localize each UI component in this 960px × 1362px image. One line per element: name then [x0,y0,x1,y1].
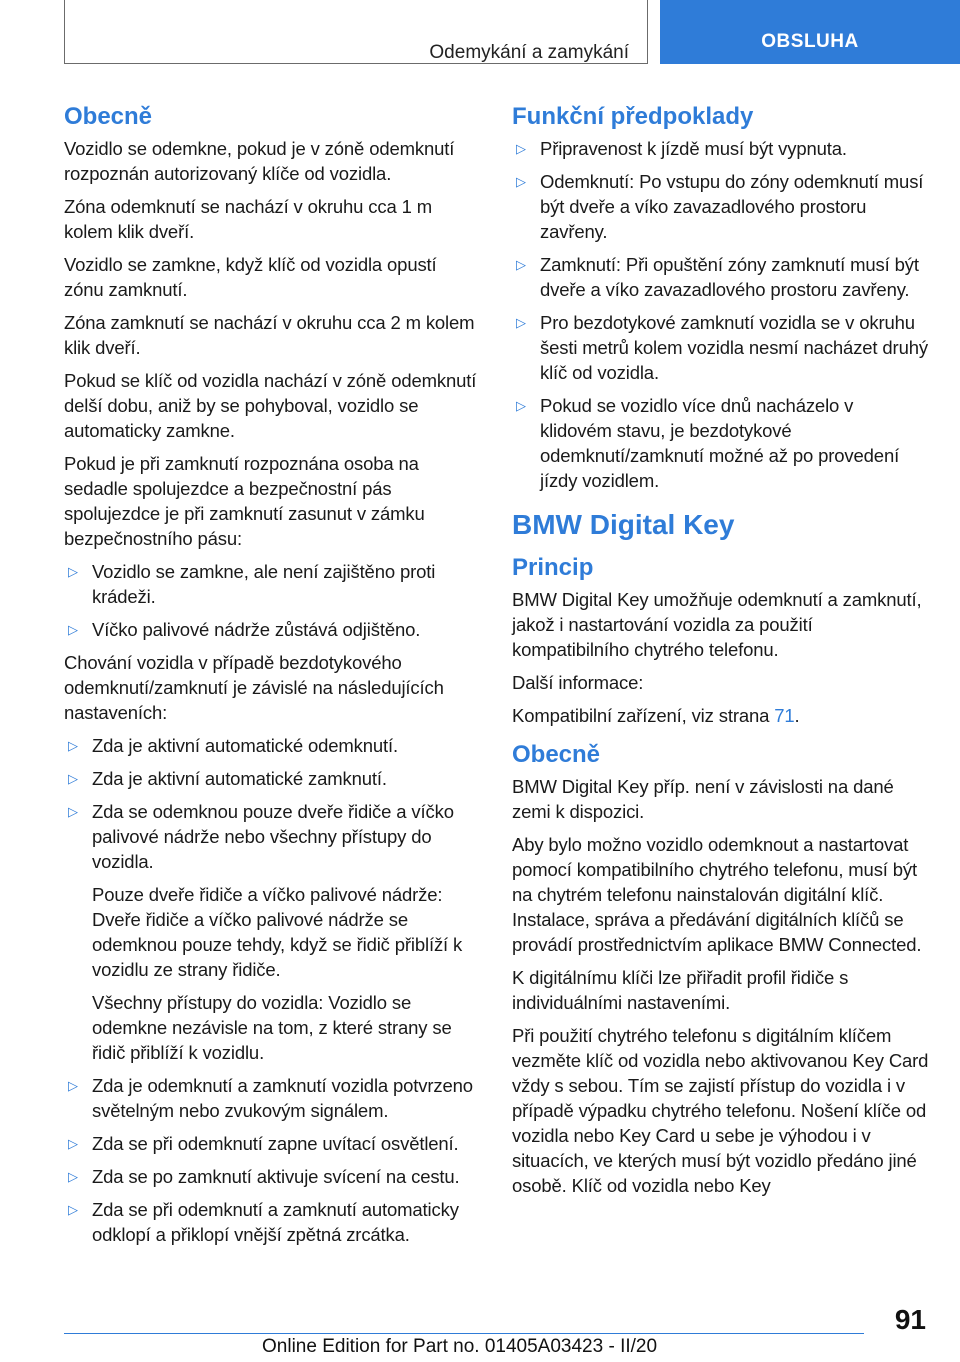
triangle-right-icon: ▷ [516,257,526,272]
triangle-right-icon: ▷ [68,564,78,579]
list-item: ▷ Odemknutí: Po vstupu do zóny odemknutí musí být dveře a víko zavazadlového prostoru zavřeny. [516,171,924,242]
footer-divider [64,1333,864,1334]
sub-paragraph: Všechny přístupy do vozidla: Vozidlo se odemkne nezávisle na tom, z které strany se řidič přiblíží k vozidlu. [92,992,452,1063]
paragraph: Při použití chytrého telefonu s digitálním klíčem vezměte klíč od vozidla nebo aktivovanou Key Card vždy s sebou. Tím se zajistí přístup do vozidla i v případě výpadku chytrého telefonu. Nošení klíče od vozidla nebo Key Card u sebe je výhodou i v situacích, ve kterých musí být vozidlo předáno jiné osobě. Klíč od vozidla nebo Key [512,1025,929,1196]
list-item: ▷ Pro bezdotykové zamknutí vozidla se v okruhu šesti metrů kolem vozidla nesmí nacházet druhý klíč od vozidla. [516,312,928,383]
paragraph: BMW Digital Key příp. není v závislosti na dané zemi k dispozici. [512,776,894,822]
triangle-right-icon: ▷ [516,315,526,330]
triangle-right-icon: ▷ [68,1136,78,1151]
list-item: ▷ Zda se odemknou pouze dveře řidiče a víčko palivové nádrže nebo všechny přístupy do vozidla. Pouze dveře řidiče a víčko palivové nádrže: Dveře řidiče a víčko palivové nádrže se odemknou pouze tehdy, když se řidič přiblíží k vozidlu ze strany řidiče. Všechny přístupy do vozidla: Vozidlo se odemkne nezávisle na tom, z které strany se řidič přiblíží k vozidlu. [64,799,478,1065]
section-heading-predpoklady: Funkční předpoklady [512,103,754,130]
triangle-right-icon: ▷ [68,738,78,753]
page-header [0,0,960,66]
paragraph: Vozidlo se odemkne, pokud je v zóně odemknutí rozpoznán autorizovaný klíče od vozidla. [64,138,455,184]
paragraph: Zóna zamknutí se nachází v okruhu cca 2 m kolem klik dveří. [64,312,475,358]
chapter-tab [660,0,960,64]
paragraph: Aby bylo možno vozidlo odemknout a nastartovat pomocí kompatibilního chytrého telefonu, musí být na chytrém telefonu nainstalován digitální klíč. Instalace, správa a předávání digitálních klíčů se provádí prostřednictvím aplikace BMW Connected. [512,834,922,955]
chapter-title: OBSLUHA [761,31,859,52]
left-column [64,102,478,1255]
paragraph: Vozidlo se zamkne, když klíč od vozidla opustí zónu zamknutí. [64,254,437,300]
paragraph: Zóna odemknutí se nachází v okruhu cca 1 m kolem klik dveří. [64,196,433,242]
chapter-heading-digital-key: BMW Digital Key [512,509,735,540]
triangle-right-icon: ▷ [516,141,526,156]
bullet-list [512,136,930,493]
triangle-right-icon: ▷ [68,1078,78,1093]
bullet-list [64,733,478,1247]
header-section-tab [64,0,648,64]
triangle-right-icon: ▷ [68,1169,78,1184]
triangle-right-icon: ▷ [68,1202,78,1217]
paragraph: Pokud je při zamknutí rozpoznána osoba na sedadle spolujezdce a bezpečnostní pás spolujezdce je při zamknutí zasunut v zámku bezpečnostního pásu: [64,453,425,549]
triangle-right-icon: ▷ [68,622,78,637]
bullet-list [64,559,478,642]
list-item: ▷ Zda se při odemknutí a zamknutí automaticky odklopí a přiklopí vnější zpětná zrcátka. [68,1199,459,1245]
list-item: ▷ Pokud se vozidlo více dnů nacházelo v klidovém stavu, je bezdotykové odemknutí/zamknutí možné až po provedení jízdy vozidlem. [516,395,900,491]
list-item: ▷ Zda je odemknutí a zamknutí vozidla potvrzeno světelným nebo zvukovým signálem. [68,1075,473,1121]
list-item: ▷ Vozidlo se zamkne, ale není zajištěno proti krádeži. [68,561,436,607]
paragraph: Další informace: [512,672,644,693]
page-reference-link[interactable]: 71 [774,705,795,726]
section-title: Odemykání a zamykání [429,42,629,63]
page-number: 91 [894,1304,926,1335]
sub-paragraph: Pouze dveře řidiče a víčko palivové nádrže: Dveře řidiče a víčko palivové nádrže se odemknou pouze tehdy, když se řidič přiblíží k vozidlu ze strany řidiče. [92,884,463,980]
paragraph-with-link: Kompatibilní zařízení, viz strana 71. [512,705,800,726]
section-heading-obecne-2: Obecně [512,741,601,768]
list-item: ▷ Připravenost k jízdě musí být vypnuta. [516,138,847,159]
list-item: ▷ Zda je aktivní automatické zamknutí. [68,768,387,789]
section-heading-obecne: Obecně [64,103,153,130]
paragraph: K digitálnímu klíči lze přiřadit profil řidiče s individuálními nastaveními. [512,967,849,1013]
footer-edition: Online Edition for Part no. 01405A03423 - II/20 [262,1336,658,1357]
section-heading-princip: Princip [512,554,594,581]
right-column [512,102,930,1206]
list-item: ▷ Zda se při odemknutí zapne uvítací osvětlení. [68,1133,459,1154]
triangle-right-icon: ▷ [516,174,526,189]
list-item: ▷ Zda se po zamknutí aktivuje svícení na cestu. [68,1166,460,1187]
list-item: ▷ Víčko palivové nádrže zůstává odjištěno. [68,619,421,640]
triangle-right-icon: ▷ [68,771,78,786]
list-item: ▷ Zamknutí: Při opuštění zóny zamknutí musí být dveře a víko zavazadlového prostoru zavřeny. [516,254,919,300]
paragraph: Pokud se klíč od vozidla nachází v zóně odemknutí delší dobu, aniž by se pohyboval, vozidlo se automaticky zamkne. [64,370,477,441]
paragraph: BMW Digital Key umožňuje odemknutí a zamknutí, jakož i nastartování vozidla za použití kompatibilního chytrého telefonu. [512,589,922,660]
paragraph: Chování vozidla v případě bezdotykového odemknutí/zamknutí je závislé na následujících nastaveních: [64,652,444,723]
list-item: ▷ Zda je aktivní automatické odemknutí. [68,735,399,756]
triangle-right-icon: ▷ [516,398,526,413]
triangle-right-icon: ▷ [68,804,78,819]
